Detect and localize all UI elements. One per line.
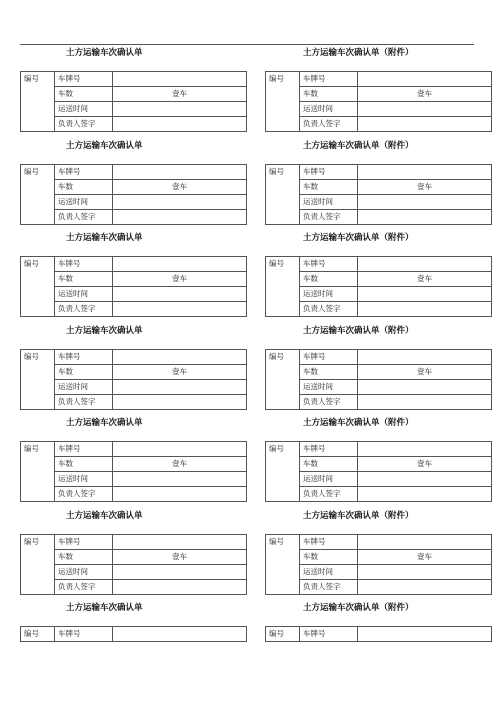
count-label: 车数: [55, 272, 113, 287]
plate-label: 车牌号: [55, 442, 113, 457]
confirmation-slip-left-6: [20, 534, 247, 595]
count-label: 车数: [55, 364, 113, 379]
header-rule: [20, 44, 474, 45]
signature-field[interactable]: [113, 394, 247, 409]
serial-label: 编号: [21, 627, 55, 642]
transport-time-field[interactable]: [113, 287, 247, 302]
confirmation-slip-right-7: [265, 626, 492, 642]
transport-time-label: 运送时间: [300, 564, 358, 579]
count-value: 壹车: [358, 364, 492, 379]
count-label: 车数: [55, 179, 113, 194]
signature-label: 负责人签字: [55, 394, 113, 409]
plate-field[interactable]: [358, 164, 492, 179]
serial-label: 编号: [266, 349, 300, 409]
plate-label: 车牌号: [55, 349, 113, 364]
signature-label: 负责人签字: [55, 209, 113, 224]
form-title-right: 土方运输车次确认单（附件）: [303, 510, 414, 521]
signature-label: 负责人签字: [300, 209, 358, 224]
plate-field[interactable]: [358, 257, 492, 272]
signature-field[interactable]: [113, 579, 247, 594]
count-value: 壹车: [358, 87, 492, 102]
plate-field[interactable]: [113, 349, 247, 364]
transport-time-label: 运送时间: [300, 472, 358, 487]
signature-field[interactable]: [358, 579, 492, 594]
transport-time-field[interactable]: [113, 472, 247, 487]
count-label: 车数: [55, 549, 113, 564]
signature-field[interactable]: [358, 117, 492, 132]
plate-field[interactable]: [113, 72, 247, 87]
transport-time-field[interactable]: [113, 379, 247, 394]
transport-time-label: 运送时间: [55, 472, 113, 487]
count-label: 车数: [300, 364, 358, 379]
transport-time-label: 运送时间: [55, 102, 113, 117]
transport-time-label: 运送时间: [300, 287, 358, 302]
transport-time-field[interactable]: [113, 194, 247, 209]
transport-time-field[interactable]: [358, 379, 492, 394]
count-value: 壹车: [113, 457, 247, 472]
form-title-left: 土方运输车次确认单: [66, 510, 143, 521]
transport-time-field[interactable]: [358, 472, 492, 487]
signature-field[interactable]: [113, 209, 247, 224]
transport-time-field[interactable]: [358, 564, 492, 579]
plate-label: 车牌号: [55, 72, 113, 87]
confirmation-slip-right-2: [265, 164, 492, 225]
plate-field[interactable]: [113, 442, 247, 457]
form-title-left: 土方运输车次确认单: [66, 603, 143, 613]
plate-label: 车牌号: [55, 164, 113, 179]
transport-time-field[interactable]: [113, 102, 247, 117]
plate-label: 车牌号: [300, 442, 358, 457]
count-value: 壹车: [113, 364, 247, 379]
confirmation-slip-left-5: [20, 441, 247, 502]
signature-label: 负责人签字: [300, 487, 358, 502]
form-title-right: 土方运输车次确认单（附件）: [303, 325, 414, 336]
confirmation-slip-right-1: [265, 71, 492, 132]
plate-field[interactable]: [113, 164, 247, 179]
count-value: 壹车: [358, 457, 492, 472]
signature-label: 负责人签字: [300, 117, 358, 132]
count-label: 车数: [55, 87, 113, 102]
form-title-left: 土方运输车次确认单: [66, 48, 143, 58]
signature-field[interactable]: [113, 487, 247, 502]
signature-label: 负责人签字: [300, 302, 358, 317]
serial-label: 编号: [266, 534, 300, 594]
form-title-right: 土方运输车次确认单（附件）: [303, 140, 414, 151]
transport-time-label: 运送时间: [55, 287, 113, 302]
form-title-left: 土方运输车次确认单: [66, 418, 143, 428]
count-value: 壹车: [113, 179, 247, 194]
plate-field[interactable]: [358, 442, 492, 457]
plate-label: 车牌号: [300, 72, 358, 87]
transport-time-label: 运送时间: [300, 102, 358, 117]
signature-field[interactable]: [358, 394, 492, 409]
plate-field[interactable]: [113, 534, 247, 549]
count-label: 车数: [300, 179, 358, 194]
count-value: 壹车: [358, 272, 492, 287]
transport-time-label: 运送时间: [300, 379, 358, 394]
count-value: 壹车: [113, 87, 247, 102]
signature-field[interactable]: [113, 117, 247, 132]
plate-field[interactable]: [113, 257, 247, 272]
plate-label: 车牌号: [300, 627, 358, 642]
form-title-right: 土方运输车次确认单（附件）: [303, 603, 414, 613]
signature-label: 负责人签字: [55, 302, 113, 317]
serial-label: 编号: [21, 257, 55, 317]
signature-label: 负责人签字: [300, 394, 358, 409]
serial-label: 编号: [266, 627, 300, 642]
plate-label: 车牌号: [300, 349, 358, 364]
confirmation-slip-right-3: [265, 256, 492, 317]
count-label: 车数: [300, 87, 358, 102]
signature-label: 负责人签字: [55, 117, 113, 132]
signature-label: 负责人签字: [55, 579, 113, 594]
serial-label: 编号: [266, 257, 300, 317]
serial-label: 编号: [21, 442, 55, 502]
confirmation-slip-left-1: [20, 71, 247, 132]
signature-label: 负责人签字: [55, 487, 113, 502]
form-title-right: 土方运输车次确认单（附件）: [303, 48, 414, 58]
confirmation-slip-left-4: [20, 349, 247, 410]
transport-time-label: 运送时间: [55, 564, 113, 579]
form-title-left: 土方运输车次确认单: [66, 325, 143, 336]
count-value: 壹车: [358, 179, 492, 194]
transport-time-label: 运送时间: [300, 194, 358, 209]
confirmation-slip-left-3: [20, 256, 247, 317]
serial-label: 编号: [21, 72, 55, 132]
plate-label: 车牌号: [55, 257, 113, 272]
plate-field[interactable]: [113, 627, 247, 642]
plate-label: 车牌号: [300, 164, 358, 179]
plate-field[interactable]: [358, 627, 492, 642]
count-value: 壹车: [113, 272, 247, 287]
transport-time-label: 运送时间: [55, 194, 113, 209]
confirmation-slip-left-7: [20, 626, 247, 642]
serial-label: 编号: [21, 349, 55, 409]
confirmation-slip-right-5: [265, 441, 492, 502]
signature-field[interactable]: [358, 302, 492, 317]
transport-time-field[interactable]: [358, 287, 492, 302]
signature-field[interactable]: [113, 302, 247, 317]
plate-field[interactable]: [358, 534, 492, 549]
transport-time-label: 运送时间: [55, 379, 113, 394]
plate-field[interactable]: [358, 72, 492, 87]
serial-label: 编号: [266, 442, 300, 502]
count-label: 车数: [300, 272, 358, 287]
count-label: 车数: [300, 457, 358, 472]
signature-label: 负责人签字: [300, 579, 358, 594]
count-label: 车数: [300, 549, 358, 564]
plate-label: 车牌号: [55, 534, 113, 549]
signature-field[interactable]: [358, 487, 492, 502]
count-label: 车数: [55, 457, 113, 472]
plate-label: 车牌号: [300, 534, 358, 549]
transport-time-field[interactable]: [113, 564, 247, 579]
serial-label: 编号: [266, 164, 300, 224]
count-value: 壹车: [113, 549, 247, 564]
plate-label: 车牌号: [55, 627, 113, 642]
serial-label: 编号: [21, 534, 55, 594]
transport-time-field[interactable]: [358, 102, 492, 117]
count-value: 壹车: [358, 549, 492, 564]
signature-field[interactable]: [358, 209, 492, 224]
form-title-left: 土方运输车次确认单: [66, 233, 143, 243]
transport-time-field[interactable]: [358, 194, 492, 209]
confirmation-slip-right-6: [265, 534, 492, 595]
serial-label: 编号: [21, 164, 55, 224]
plate-label: 车牌号: [300, 257, 358, 272]
confirmation-slip-left-2: [20, 164, 247, 225]
serial-label: 编号: [266, 72, 300, 132]
plate-field[interactable]: [358, 349, 492, 364]
form-title-left: 土方运输车次确认单: [66, 140, 143, 151]
form-title-right: 土方运输车次确认单（附件）: [303, 418, 414, 428]
confirmation-slip-right-4: [265, 349, 492, 410]
form-title-right: 土方运输车次确认单（附件）: [303, 233, 414, 243]
